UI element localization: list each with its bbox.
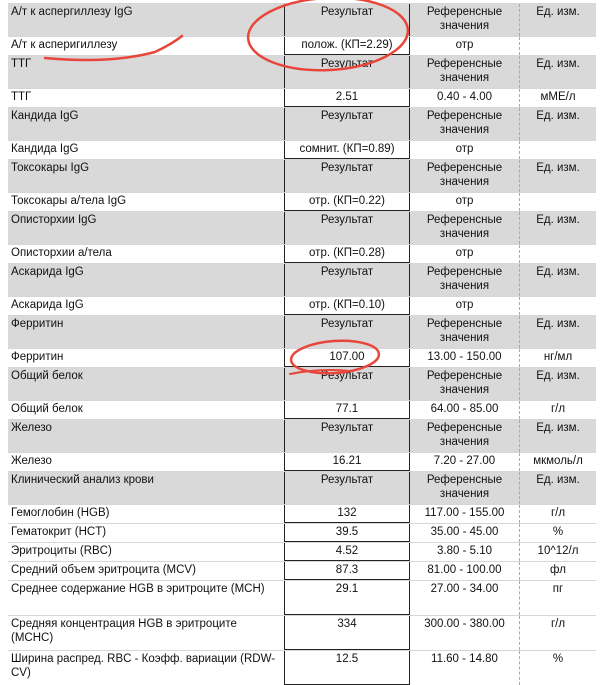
test-result: 29.1 [284, 581, 410, 615]
result-row [8, 88, 596, 107]
test-result: 77.1 [284, 401, 410, 419]
unit: мкмоль/л [533, 455, 583, 467]
unit [520, 193, 596, 211]
unit: нг/мл [543, 351, 573, 363]
reference-range: отр [410, 141, 520, 159]
reference-column-header: Референсные значения [410, 368, 520, 400]
test-name: Железо [11, 455, 52, 467]
reference-range: 27.00 - 34.00 [410, 581, 520, 615]
section-title: Кандида IgG [11, 110, 79, 122]
unit [520, 245, 596, 263]
result-column-header: Результат [284, 108, 410, 140]
section-header-row [8, 211, 596, 244]
test-result: 132 [284, 505, 410, 523]
unit: 10^12/л [537, 545, 579, 557]
section-title: Общий белок [11, 370, 83, 382]
unit-column-header: Ед. изм. [536, 162, 580, 174]
reference-range: 300.00 - 380.00 [410, 616, 520, 650]
test-result: отр. (КП=0.22) [284, 193, 410, 211]
result-column-header: Результат [284, 264, 410, 296]
reference-column-header: Референсные значения [410, 420, 520, 452]
reference-range: отр [410, 37, 520, 55]
reference-range: отр [410, 297, 520, 315]
section-header-row [8, 419, 596, 452]
result-column-header: Результат [284, 4, 410, 36]
section-header-row [8, 471, 596, 504]
test-name: Кандида IgG [11, 143, 79, 155]
reference-range: 0.40 - 4.00 [410, 89, 520, 107]
section-title: Ферритин [11, 318, 64, 330]
unit: мМЕ/л [540, 91, 576, 103]
result-row [8, 504, 596, 523]
test-result: 107.00 [284, 349, 410, 367]
result-row [8, 400, 596, 419]
test-name: ТТГ [11, 91, 32, 103]
test-name: Общий белок [11, 403, 83, 415]
reference-column-header: Референсные значения [410, 4, 520, 36]
test-name: Эритроциты (RBC) [11, 545, 112, 557]
unit-column-header: Ед. изм. [536, 370, 580, 382]
test-name: Описторхии а/тела [11, 247, 112, 259]
result-row [8, 244, 596, 263]
reference-column-header: Референсные значения [410, 212, 520, 244]
section-title: А/т к аспергиллезу IgG [11, 6, 133, 18]
section-title: Клинический анализ крови [11, 474, 154, 486]
unit-column-header: Ед. изм. [536, 6, 580, 18]
section-header-row [8, 159, 596, 192]
reference-column-header: Референсные значения [410, 56, 520, 88]
unit: г/л [550, 618, 566, 630]
test-result: отр. (КП=0.10) [284, 297, 410, 315]
result-row [8, 615, 596, 650]
unit: % [552, 653, 564, 665]
result-column-header: Результат [284, 472, 410, 504]
test-result: 87.3 [284, 562, 410, 580]
result-column-header: Результат [284, 160, 410, 192]
reference-column-header: Референсные значения [410, 160, 520, 192]
section-header-row [8, 367, 596, 400]
test-result: отр. (КП=0.28) [284, 245, 410, 263]
unit [520, 37, 596, 55]
section-header-row [8, 315, 596, 348]
section-title: Токсокары IgG [11, 162, 90, 174]
unit-column-header: Ед. изм. [536, 110, 580, 122]
result-column-header: Результат [284, 56, 410, 88]
reference-column-header: Референсные значения [410, 264, 520, 296]
unit [520, 141, 596, 159]
test-name: Средняя концентрация HGB в эритроците (MCHC) [11, 618, 237, 644]
section-header-row [8, 107, 596, 140]
reference-range: 117.00 - 155.00 [410, 505, 520, 523]
unit: г/л [550, 507, 566, 519]
unit-column-header: Ед. изм. [536, 266, 580, 278]
result-column-header: Результат [284, 420, 410, 452]
reference-range: 13.00 - 150.00 [410, 349, 520, 367]
test-name: Токсокары а/тела IgG [11, 195, 127, 207]
result-row [8, 452, 596, 471]
reference-range: 7.20 - 27.00 [410, 453, 520, 471]
reference-range: 64.00 - 85.00 [410, 401, 520, 419]
test-result: 2.51 [284, 89, 410, 107]
unit: г/л [550, 403, 566, 415]
unit: пг [552, 583, 564, 595]
test-name: Ферритин [11, 351, 64, 363]
unit-column-header: Ед. изм. [536, 474, 580, 486]
result-row [8, 296, 596, 315]
test-result: 12.5 [284, 651, 410, 685]
reference-range: 3.80 - 5.10 [410, 543, 520, 561]
reference-range: 35.00 - 45.00 [410, 524, 520, 542]
unit-column-header: Ед. изм. [536, 58, 580, 70]
test-result: 16.21 [284, 453, 410, 471]
reference-range: отр [410, 193, 520, 211]
section-title: Аскарида IgG [11, 266, 84, 278]
test-result: 334 [284, 616, 410, 650]
test-name: Ширина распред. RBC - Коэфф. вариации (RDW-CV) [11, 653, 276, 679]
reference-range: отр [410, 245, 520, 263]
test-result: полож. (КП=2.29) [284, 37, 410, 55]
section-header-row [8, 263, 596, 296]
test-name: А/т к асперигиллезу [11, 39, 118, 51]
reference-range: 11.60 - 14.80 [410, 651, 520, 685]
test-result: 39.5 [284, 524, 410, 542]
reference-column-header: Референсные значения [410, 472, 520, 504]
unit-column-header: Ед. изм. [536, 318, 580, 330]
unit-column-header: Ед. изм. [536, 214, 580, 226]
test-name: Средний объем эритроцита (MCV) [11, 564, 196, 576]
result-column-header: Результат [284, 368, 410, 400]
test-name: Гемоглобин (HGB) [11, 507, 110, 519]
result-row [8, 348, 596, 367]
unit [520, 297, 596, 315]
result-row [8, 192, 596, 211]
result-row [8, 36, 596, 55]
result-column-header: Результат [284, 316, 410, 348]
section-title: Описторхии IgG [11, 214, 97, 226]
reference-column-header: Референсные значения [410, 316, 520, 348]
section-title: Железо [11, 422, 52, 434]
section-title: ТТГ [11, 58, 32, 70]
unit: фл [550, 564, 566, 576]
result-row [8, 140, 596, 159]
result-row [8, 542, 596, 561]
result-column-header: Результат [284, 212, 410, 244]
test-name: Среднее содержание HGB в эритроците (MCH) [11, 583, 265, 595]
unit-column-header: Ед. изм. [536, 422, 580, 434]
test-name: Аскарида IgG [11, 299, 84, 311]
reference-range: 81.00 - 100.00 [410, 562, 520, 580]
section-header-row [8, 3, 596, 36]
result-row [8, 561, 596, 580]
result-row [8, 523, 596, 542]
section-header-row [8, 55, 596, 88]
unit: % [552, 526, 564, 538]
lab-results-table [8, 3, 596, 685]
result-row [8, 580, 596, 615]
reference-column-header: Референсные значения [410, 108, 520, 140]
test-name: Гематокрит (HCT) [11, 526, 107, 538]
test-result: сомнит. (КП=0.89) [284, 141, 410, 159]
test-result: 4.52 [284, 543, 410, 561]
